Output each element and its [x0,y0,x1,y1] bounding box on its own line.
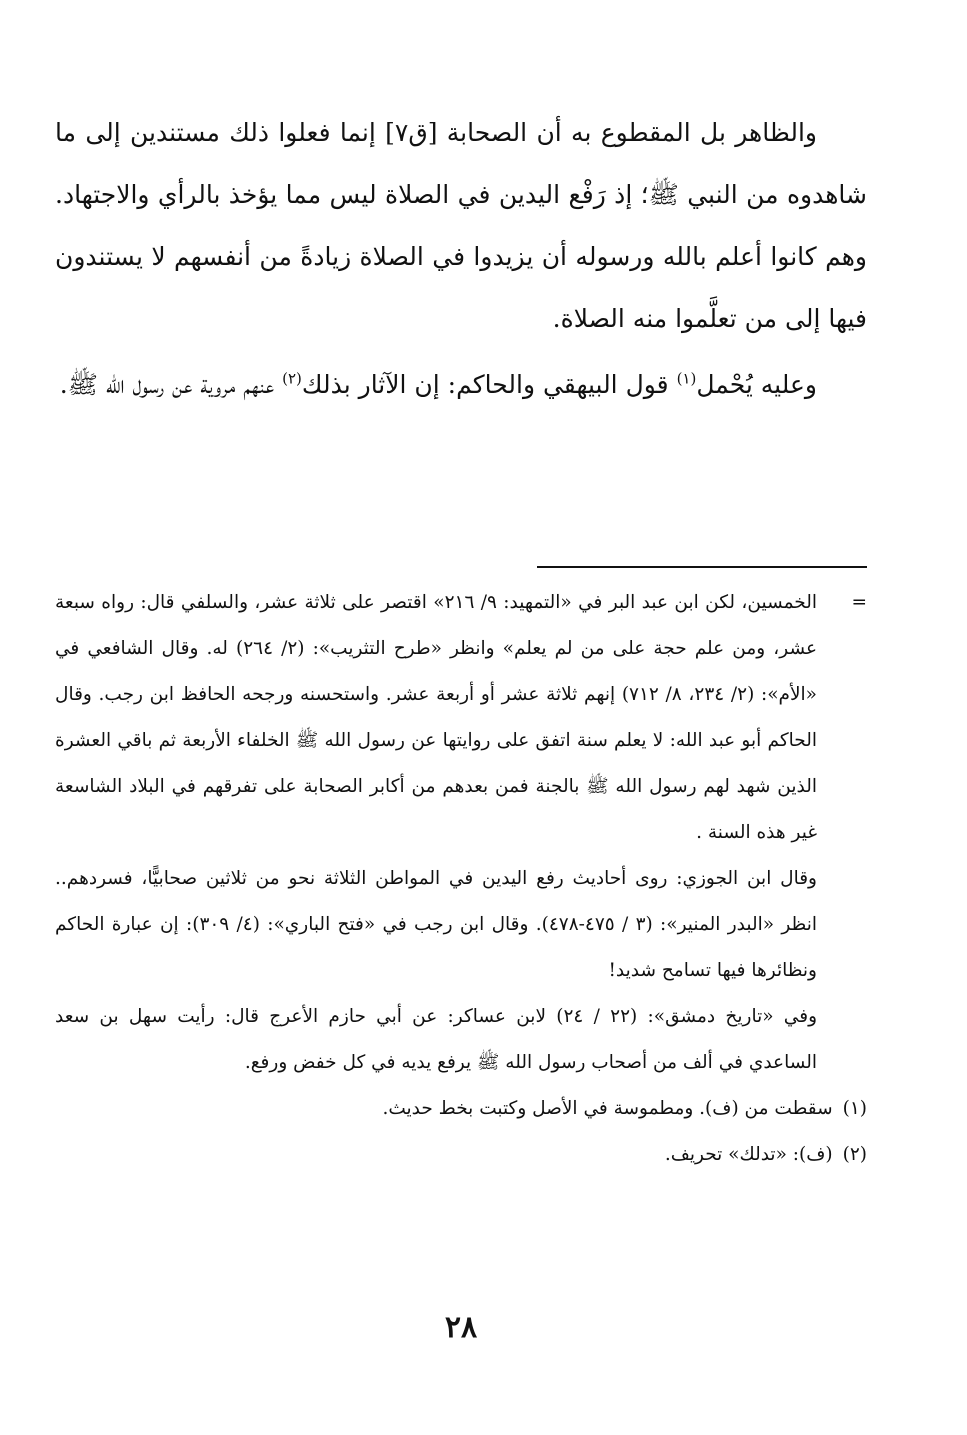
footnote-paragraph-3 [55,994,867,1086]
main-text [55,102,867,416]
footnote-continuation [55,580,867,856]
footnote-number-1: (١) [842,1098,867,1119]
footnotes [55,580,867,1178]
footnote-ref-1[interactable]: (١) [676,369,697,388]
main-paragraph-2 [55,354,867,416]
book-page [55,0,867,1435]
paragraph-2-part-b: قول البيهقي والحاكم: إن الآثار بذلك [301,370,677,399]
paragraph-2-part-a: وعليه يُحْمل [696,370,817,399]
footnote-ref-2[interactable]: (٢) [282,369,302,388]
footnote-paragraph-2-text: وقال ابن الجوزي: روى أحاديث رفع اليدين في المواطن الثلاثة نحو من ثلاثين صحابيًّا، فسردهم.. انظر «البدر المنير»: (٣ / ٤٧٥-٤٧٨). وقال ابن رجب في «فتح الباري»: (٤/ ٣٠٩): إن عبارة الحاكم ونظائرها فيها تسامح شديد! [55,868,818,981]
footnote-separator [537,566,867,568]
footnote-text-2: (ف): «تدلك» تحريف. [664,1144,833,1165]
page-number: ٢٨ [444,1310,478,1345]
paragraph-2-part-c: عنهم مروية عن رسول الله ﷺ. [59,370,283,399]
footnote-text-1: سقطت من (ف). ومطموسة في الأصل وكتبت بخط حديث. [382,1098,833,1119]
footnote-paragraph-2 [55,856,867,994]
footnote-number-2: (٢) [842,1144,867,1165]
main-paragraph-1: والظاهر بل المقطوع به أن الصحابة [ق٧] إنما فعلوا ذلك مستندين إلى ما شاهدوه من النبي ﷺ؛ إذ رَفْع اليدين في الصلاة ليس مما يؤخذ بالرأي والاجتهاد. وهم كانوا أعلم بالله ورسوله أن يزيدوا في الصلاة زيادةً من أنفسهم لا يستندون فيها إلى من تعلَّموا منه الصلاة. [55,118,867,333]
footnote-item-2 [55,1132,867,1178]
continuation-text: الخمسين، لكن ابن عبد البر في «التمهيد: ٩/ ٢١٦» اقتصر على ثلاثة عشر، والسلفي قال: رواه سبعة عشر، ومن علم حجة على من لم يعلم» وانظر «طرح التثريب»: (٢/ ٢٦٤) له. وقال الشافعي في «الأم»: (٢/ ٢٣٤، ٨/ ٧١٢) إنهم ثلاثة عشر أو أربعة عشر. واستحسنه ورجحه الحافظ ابن رجب. وقال الحاكم أبو عبد الله: لا يعلم سنة اتفق على روايتها عن رسول الله ﷺ الخلفاء الأربعة ثم باقي العشرة الذين شهد لهم رسول الله ﷺ بالجنة فمن بعدهم من أكابر الصحابة على تفرقهم في البلاد الشاسعة غير هذه السنة . [55,592,817,843]
footnote-item-1 [55,1086,867,1132]
continuation-marker: = [851,592,867,613]
footnote-paragraph-3-text: وفي «تاريخ دمشق»: (٢٢ / ٢٤) لابن عساكر: عن أبي حازم الأعرج قال: رأيت سهل بن سعد الساعدي في ألف من أصحاب رسول الله ﷺ يرفع يديه في كل خفض ورفع. [55,1006,818,1073]
